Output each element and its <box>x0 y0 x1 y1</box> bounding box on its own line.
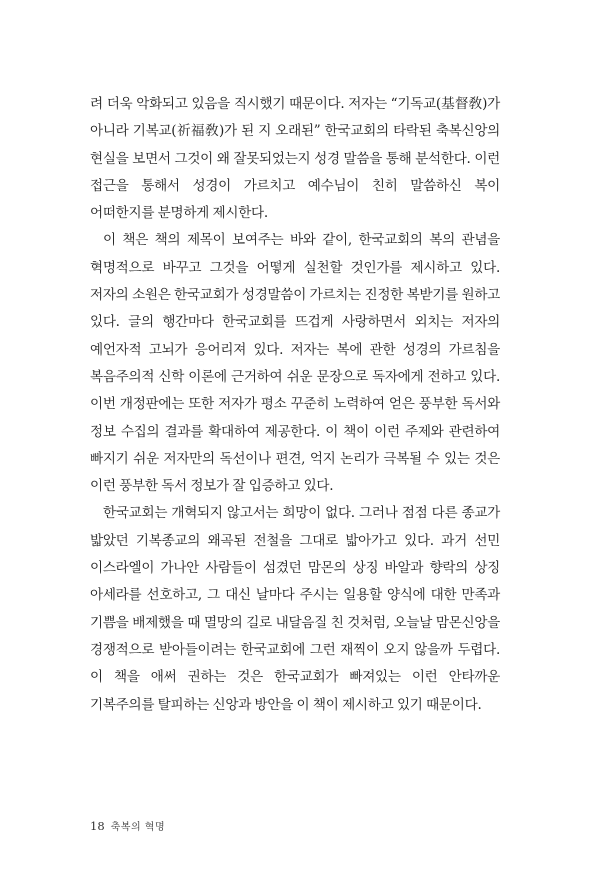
page-number: 18 <box>90 819 105 833</box>
running-book-title: 축복의 혁명 <box>110 822 166 833</box>
page-text-body <box>90 91 500 719</box>
page-footer <box>90 818 165 833</box>
paragraph-1: 려 더욱 악화되고 있음을 직시했기 때문이다. 저자는 “기독교(基督敎)가 아니라 기복교(祈福敎)가 된 지 오래된” 한국교회의 타락된 축복신앙의 현실을 보면서 그것이 왜 잘못되었는지 성경 말씀을 통해 분석한다. 이런 접근을 통해서 성경이 가르치고 예수님이 친히 말씀하신 복이 어떠한지를 분명하게 제시한다. <box>90 96 500 222</box>
paragraph-2: 이 책은 책의 제목이 보여주는 바와 같이, 한국교회의 복의 관념을 혁명적으로 바꾸고 그것을 어떻게 실천할 것인가를 제시하고 있다. 저자의 소원은 한국교회가 성경말씀이 가르치는 진정한 복받기를 원하고 있다. 글의 행간마다 한국교회를 뜨겁게 사랑하면서 외치는 저자의 예언자적 고뇌가 응어리져 있다. 저자는 복에 관한 성경의 가르침을 복음주의적 신학 이론에 근거하여 쉬운 문장으로 독자에게 전하고 있다. 이번 개정판에는 또한 저자가 평소 꾸준히 노력하여 얻은 풍부한 독서와 정보 수집의 결과를 확대하여 제공한다. 이 책이 이런 주제와 관련하여 빠지기 쉬운 저자만의 독선이나 편견, 억지 논리가 극복될 수 있는 것은 이런 풍부한 독서 정보가 잘 입증하고 있다. <box>90 232 500 495</box>
paragraph-3: 한국교회는 개혁되지 않고서는 희망이 없다. 그러나 점점 다른 종교가 밟았던 기복종교의 왜곡된 전철을 그대로 밟아가고 있다. 과거 선민 이스라엘이 가나안 사람들이 섬겼던 맘몬의 상징 바알과 향락의 상징 아세라를 선호하고, 그 대신 날마다 주시는 일용할 양식에 대한 만족과 기쁨을 배제했을 때 멸망의 길로 내달음질 친 것처럼, 오늘날 맘몬신앙을 경쟁적으로 받아들이려는 한국교회에 그런 재찍이 오지 않을까 두렵다. 이 책을 애써 권하는 것은 한국교회가 빠져있는 이런 안타까운 기복주의를 탈피하는 신앙과 방안을 이 책이 제시하고 있기 때문이다. <box>90 505 500 713</box>
